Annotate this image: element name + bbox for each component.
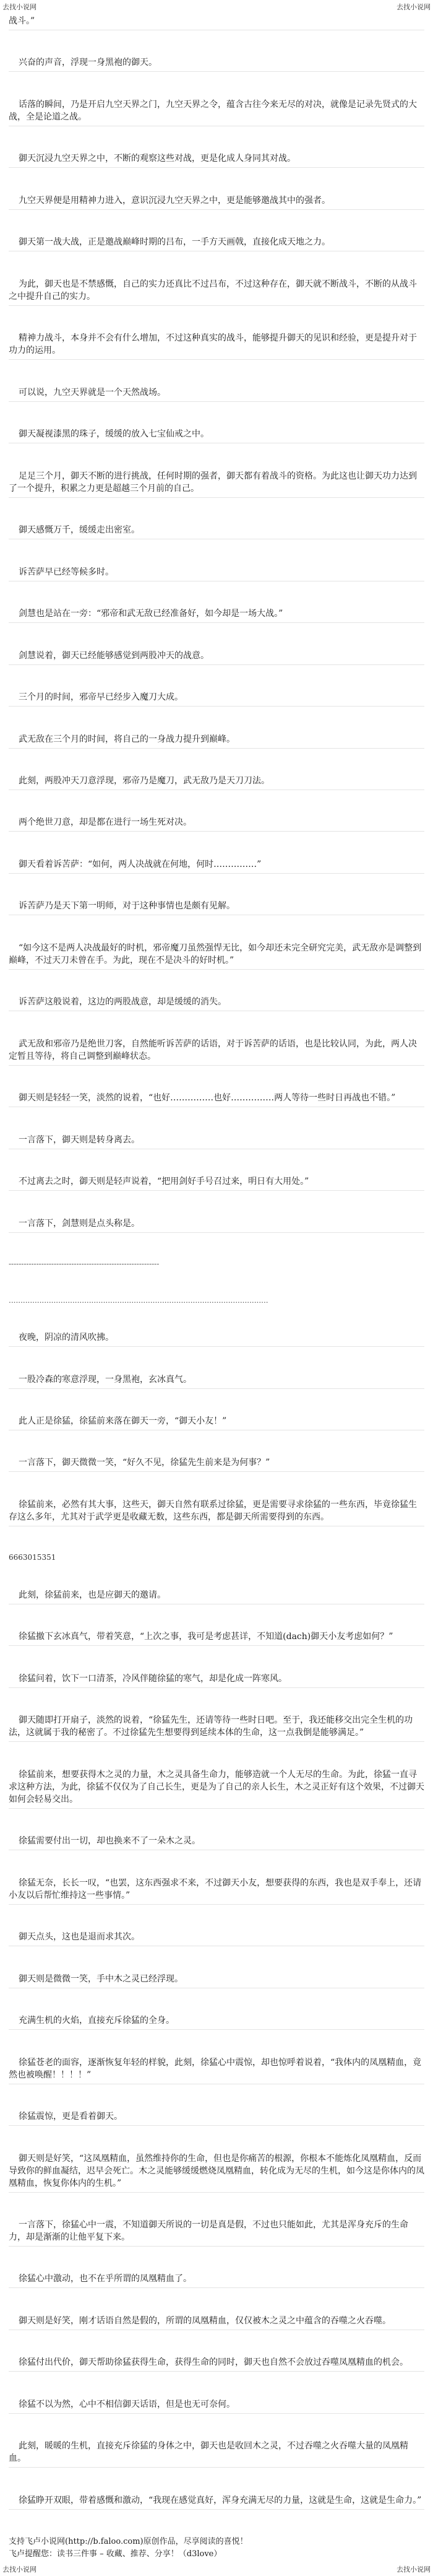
paragraph: 御天则是好笑，刚才话语自然是假的，所谓的凤凰精血，仅仅被木之灵之中蕴含的吞噬之火吞噬。 [9, 2315, 424, 2330]
paragraph: 九空天界便是用精神力进入，意识沉浸九空天界之中，更是能够邀战其中的强者。 [9, 194, 424, 210]
paragraph: 一言落下，剑慧则是点头称是。 [9, 1217, 424, 1233]
promo-support-line: 支持飞卢小说网(http://b.faloo.com)原创作品，尽享阅读的喜悦！ [9, 2537, 248, 2547]
paragraph: 御天凝视漆黑的珠子，缓缓的放入七宝仙戒之中。 [9, 428, 424, 443]
paragraph: 御天沉浸九空天界之中，不断的观察这些对战，更是化成人身同其对战。 [9, 152, 424, 168]
running-footer [0, 2564, 433, 2574]
paragraph: 此刻，暖暖的生机，直接充斥徐猛的身体之中，御天也是收回木之灵，不过吞噬之火吞噬大量的凤凰精血。 [9, 2440, 424, 2468]
paragraph: 此刻，徐猛前来，也是应御天的邀请。 [9, 1589, 424, 1604]
paragraph: 可以说，九空天界就是一个天然战场。 [9, 386, 424, 402]
inline-number-watermark: 6663015351 [9, 1553, 56, 1562]
chapter-body [0, 15, 433, 2561]
paragraph: 不过离去之时，御天则是轻声说着，“把用剑好手号召过来，明日有大用处。” [9, 1175, 424, 1191]
paragraph: 此刻，两股冲天刀意浮现，邪帝乃是魔刀，武无敌乃是天刀刀法。 [9, 775, 424, 790]
paragraph: 御天第一战大战，正是邀战巅峰时期的吕布，一手方天画戟，直接化成天地之力。 [9, 236, 424, 251]
paragraph: 御天则是好笑，“这凤凰精血，虽然维持你的生命，但也是你痛苦的根源，你根本不能炼化凤凰精血，反而导致你的鲜血凝结，迟早会死亡。木之灵能够缓缓燃烧凤凰精血，转化成为无尽的生机，如今这是你体内的凤凰精血，恢复你体内的生机。” [9, 2152, 424, 2193]
paragraph: 话落的瞬间，乃是开启九空天界之门，九空天界之令，蕴含古往今来无尽的对决，就像是记录先贤式的大战，全是论道之战。 [9, 98, 424, 126]
paragraph: 剑慧也是站在一旁：“邪帝和武无敌已经准备好，如今却是一场大战。” [9, 607, 424, 623]
paragraph: 精神力战斗，本身并不会有什么增加，不过这种真实的战斗，能够提升御天的见识和经验，更是提升对于功力的运用。 [9, 332, 424, 360]
paragraph: 一言落下，御天则是转身离去。 [9, 1134, 424, 1149]
paragraph: 御天则是轻轻一笑，淡然的说着，“也好……………也好……………两人等待一些时日再战也不错。” [9, 1092, 424, 1107]
paragraph: 徐猛睁开双眼，带着感慨和激动，“我现在感觉真好，浑身充满无尽的力量，这就是生命，这就是生命力。” [9, 2494, 424, 2510]
paragraph: “如今这不是两人决战最好的时机，邪帝魔刀虽然强悍无比，如今却还未完全研究完美，武无敌亦是调整到巅峰，不过天刀未曾在手。为此，现在不是决斗的好时机。” [9, 942, 424, 970]
paragraph: 徐猛问着，饮下一口清茶，冷风伴随徐猛的寒气，却是化成一阵寒风。 [9, 1673, 424, 1688]
paragraph: 兴奋的声音，浮现一身黑袍的御天。 [9, 56, 424, 72]
header-site-name-right: 去找小说网 [397, 3, 431, 11]
paragraph: 足足三个月，御天不断的进行挑战，任何时期的强者，御天都有着战斗的资格。为此这也让御天功力达到了一个提升，积累之力更是超越三个月前的自己。 [9, 470, 424, 498]
paragraph: 徐猛心中激动，也不在乎所谓的凤凰精血了。 [9, 2273, 424, 2288]
paragraph: 徐猛不以为然，心中不相信御天话语，但是也无可奈何。 [9, 2398, 424, 2414]
paragraph: 武无敌在三个月的时间，将自己的一身战力提升到巅峰。 [9, 733, 424, 749]
paragraph: 徐猛无奈，长长一叹，“也罢，这东西强求不来，不过御天小友，想要获得的东西，我也是双手奉上，还请小友以后帮忙维持这一些事情。” [9, 1877, 424, 1905]
scene-separator-dots: .............................................................................................................. [9, 1295, 268, 1305]
paragraph: 御天随即打开扇子，淡然的说着，“徐猛先生，还请等待一些时日吧。至于，我还能移交出完全生机的功法，这就属于我的秘密了。不过徐猛先生想要得到延续本体的生命，这一点我倒是能够满足。” [9, 1714, 424, 1742]
footer-site-name-right: 去找小说网 [397, 2565, 431, 2574]
paragraph: 诉苦萨早已经等候多时。 [9, 566, 424, 581]
paragraph: 诉苦萨这般说着，这边的两股战意，却是缓缓的消失。 [9, 996, 424, 1011]
paragraph: 武无敌和邪帝乃是绝世刀客，自然能听诉苦萨的话语，对于诉苦萨的话语，也是比较认同，为此，两人决定暂且等待，将自己调整到巅峰状态。 [9, 1038, 424, 1066]
paragraph: 徐猛震惊，更是看着御天。 [9, 2110, 424, 2126]
paragraph: 剑慧说着，御天已经能够感觉到两股冲天的战意。 [9, 650, 424, 665]
paragraph: 一言落下，徐猛心中一震，不知道御天所说的一切是真是假，不过也只能如此，尤其是浑身充斥的生命力，却是渐渐的让他平复下来。 [9, 2219, 424, 2247]
paragraph: 两个绝世刀意，却是都在进行一场生死对决。 [9, 816, 424, 832]
promo-reminder-line: 飞卢提醒您：读书三件事 – 收藏、推荐、分享！（d3love） [9, 2549, 222, 2559]
paragraph: 御天则是微微一笑，手中木之灵已经浮现。 [9, 1973, 424, 1988]
paragraph: 徐猛撤下玄冰真气，带着笑意，“上次之事，我可是考虑甚详，不知道(dach)御天小友考虑如何？” [9, 1630, 424, 1646]
paragraph: 战斗。” [9, 15, 424, 30]
paragraph: 御天感慨万千，缓缓走出密室。 [9, 524, 424, 539]
running-header [0, 2, 433, 12]
paragraph: 夜晚，阴凉的清风吹拂。 [9, 1331, 424, 1347]
paragraph: 充满生机的火焰，直接充斥徐猛的全身。 [9, 2014, 424, 2030]
scene-separator-dashes: ------------------------------------------------------------ [9, 1260, 160, 1269]
promo-block [9, 2536, 424, 2561]
footer-site-name-left: 去找小说网 [2, 2565, 36, 2574]
paragraph: 徐猛前来，必然有其大事，这些天，御天自然有联系过徐猛，更是需要寻求徐猛的一些东西，毕竟徐猛生存这么多年，尤其对于武学更是收藏无数，这些东西，都是御天所需要得到的东西。 [9, 1499, 424, 1526]
header-site-name-left: 去找小说网 [2, 3, 36, 11]
paragraph: 为此，御天也是不禁感慨，自己的实力还真比不过吕布，不过这种存在，御天就不断战斗，不断的从战斗之中提升自己的实力。 [9, 278, 424, 306]
paragraph: 一股冷森的寒意浮现，一身黑袍，玄冰真气。 [9, 1373, 424, 1389]
paragraph: 徐猛付出代价，御天帮助徐猛获得生命，获得生命的同时，御天也自然不会放过吞噬凤凰精血的机会。 [9, 2356, 424, 2372]
paragraph: 徐猛前来，想要获得木之灵的力量，木之灵具备生命力，能够造就一个人无尽的生命。为此，徐猛一直寻求这种方法，为此，徐猛不仅仅为了自己长生，更是为了自己的亲人长生，木之灵正好有这个效果，不过御天如何会轻易交出。 [9, 1769, 424, 1809]
paragraph: 御天点头，这也是退而求其次。 [9, 1931, 424, 1946]
paragraph: 徐猛需要付出一切，却也换来不了一朵木之灵。 [9, 1835, 424, 1850]
paragraph: 此人正是徐猛，徐猛前来落在御天一旁，“御天小友！” [9, 1415, 424, 1430]
paragraph: 一言落下，御天微微一笑，“好久不见，徐猛先生前来是为何事？” [9, 1456, 424, 1472]
paragraph: 御天看着诉苦萨：“如何，两人决战就在何地，何时……………” [9, 858, 424, 874]
paragraph: 徐猛苍老的面容，逐渐恢复年轻的样貌，此刻，徐猛心中震惊，却也惊呼着说着，“我体内的凤凰精血，竟然也被唤醒！！！！” [9, 2056, 424, 2084]
paragraph: 诉苦萨乃是天下第一明师，对于这种事情也是颇有见解。 [9, 900, 424, 915]
paragraph: 三个月的时间，邪帝早已经步入魔刀大成。 [9, 691, 424, 707]
